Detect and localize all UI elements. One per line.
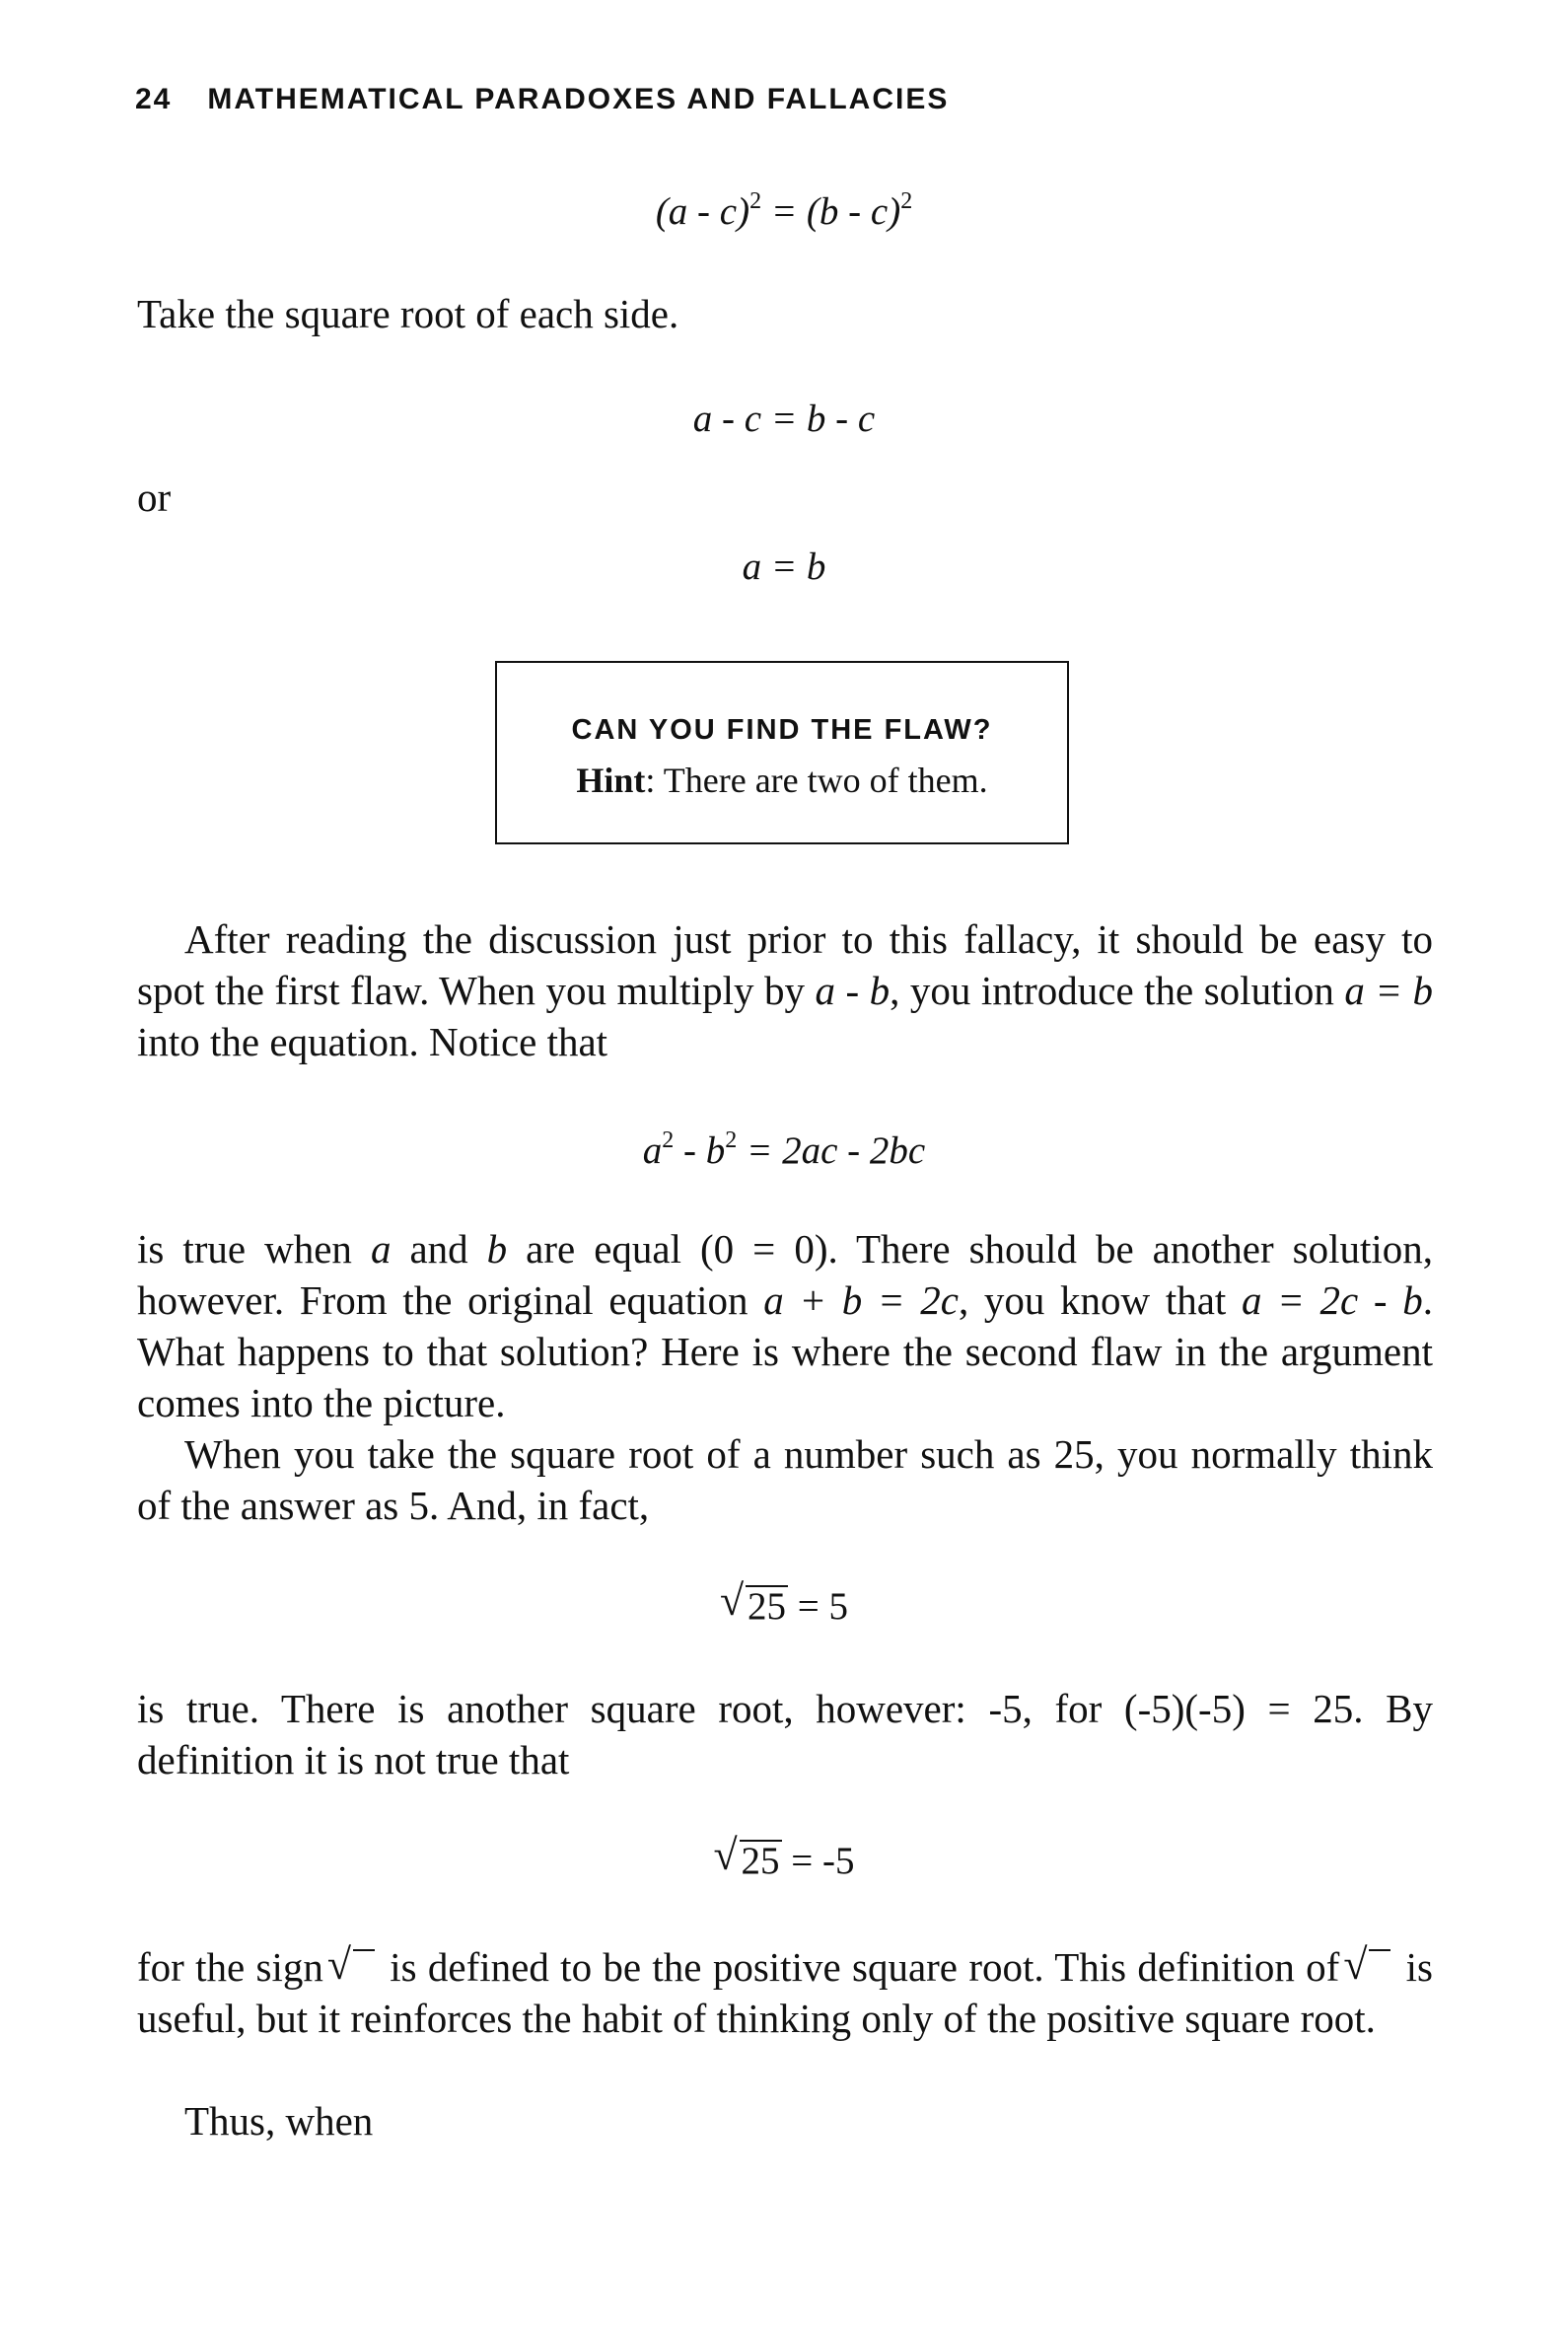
paragraph-after-reading (137, 913, 1433, 1067)
paragraph-is-true: is true. There is another square root, however: -5, for (-5)(-5) = 25. By definition it is not true that (137, 1686, 1433, 1782)
text-run: and (391, 1226, 487, 1272)
text-run: After reading the discussion just prior to this fallacy, it should be easy to spot the first flaw. When you multiply by (137, 916, 1433, 1013)
equation-a-equals-b (0, 543, 1568, 592)
radical-expression (713, 1831, 782, 1886)
math-run: b (486, 1226, 508, 1272)
text-run: is true when (137, 1226, 371, 1272)
connector-or: or (137, 474, 172, 520)
radicand: 25 (741, 1840, 780, 1882)
radicand: 25 (748, 1585, 786, 1628)
radical-sign-inline (323, 1940, 379, 1989)
text-run: . What happens to that solution? Here is where the second flaw in the argument comes into the picture. (137, 1277, 1433, 1425)
text-run: is useful, but it reinforces the habit of thinking only of the positive square root. (137, 1944, 1433, 2041)
radical-sign-icon: √ (720, 1576, 745, 1625)
equation-rhs: = (b - c) (761, 190, 901, 233)
math-run: a (642, 1129, 663, 1172)
paragraph-is-true-when (137, 1223, 1433, 1428)
hint-text: : There are two of them. (645, 761, 988, 800)
math-run: a = b (1344, 968, 1433, 1013)
paragraph-take-root: Take the square root of each side. (137, 291, 679, 336)
equation-root-25-negative (0, 1831, 1568, 1886)
equation-difference-squares (0, 1127, 1568, 1176)
equation-text: a = b (742, 546, 826, 588)
hint-label: Hint (576, 761, 646, 800)
radical-sign-icon: √ (713, 1831, 738, 1879)
equation-root (0, 395, 1568, 444)
exponent: 2 (662, 1128, 675, 1153)
radical-sign-icon: √ (1343, 1940, 1368, 1989)
exponent: 2 (749, 188, 762, 214)
math-run: = 2ac - 2bc (737, 1129, 926, 1172)
callout-title: CAN YOU FIND THE FLAW? (571, 714, 993, 746)
paragraph-sign-definition (137, 1941, 1433, 2044)
equation-lhs: (a - c) (655, 190, 750, 233)
equation-root-25-positive (0, 1576, 1568, 1632)
radical-bar (353, 1949, 375, 1951)
text-run: is defined to be the positive square root. This definition of (378, 1944, 1340, 1990)
equation-squares (0, 187, 1568, 237)
text-run: are equal (0 = 0). There should be another solution, however. From the original equation (137, 1226, 1433, 1323)
paragraph-square-root-25: When you take the square root of a number such as 25, you normally think of the answer as 5. And, in fact, (137, 1431, 1433, 1528)
page-number: 24 (135, 83, 173, 115)
math-run: a + b = 2c (763, 1277, 959, 1323)
math-run: a (370, 1226, 392, 1272)
flaw-callout-box (495, 661, 1069, 844)
text-run: , you know that (958, 1277, 1242, 1323)
callout-hint (497, 758, 1067, 803)
text-run: into the equation. Notice that (137, 1019, 608, 1064)
equation-rhs: = -5 (781, 1840, 855, 1882)
radical-sign-icon: √ (326, 1940, 352, 1989)
radical-sign-inline (1339, 1940, 1394, 1989)
math-run: - b (674, 1129, 726, 1172)
text-run: , you introduce the solution (890, 968, 1345, 1013)
equation-rhs: = 5 (788, 1585, 848, 1628)
running-header (135, 83, 949, 116)
running-title: MATHEMATICAL PARADOXES AND FALLACIES (207, 83, 950, 115)
radical-bar (1369, 1949, 1390, 1951)
math-run: a - b (815, 968, 891, 1013)
exponent: 2 (725, 1128, 738, 1153)
paragraph-thus-when: Thus, when (184, 2098, 374, 2144)
exponent: 2 (900, 188, 913, 214)
math-run: a = 2c - b (1242, 1277, 1423, 1323)
radical-expression (720, 1576, 788, 1632)
text-run: for the sign (137, 1944, 323, 1990)
equation-text: a - c = b - c (692, 398, 876, 440)
